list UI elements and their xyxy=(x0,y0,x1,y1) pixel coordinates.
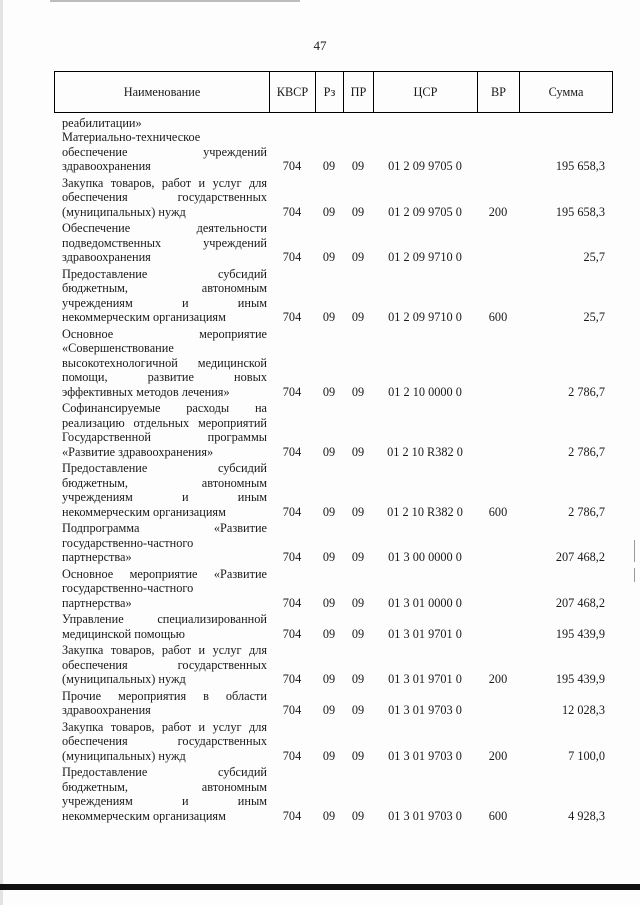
row-csr: 01 3 01 9701 0 xyxy=(388,626,462,641)
row-name xyxy=(54,521,269,565)
carry-over-text: реабилитации» xyxy=(62,116,142,130)
row-name-line: подведомственных учреждений xyxy=(62,235,267,250)
row-name-line: Материально-техническое xyxy=(62,130,201,144)
row-kvsr: 704 xyxy=(282,310,302,324)
row-name-line: учреждениям и иным xyxy=(62,295,267,310)
row-name-line: Закупка товаров, работ и услуг для xyxy=(62,643,267,657)
row-name-line: партнерства» xyxy=(62,595,132,610)
row-csr: 01 3 01 9703 0 xyxy=(388,748,462,763)
row-rz: 09 xyxy=(322,672,336,686)
row-name-line: обеспечения государственных xyxy=(62,734,267,748)
row-name-line: Закупка товаров, работ и услуг для xyxy=(62,719,267,734)
row-csr: 01 2 10 R382 0 xyxy=(387,504,463,519)
row-name-line: учреждениям и иным xyxy=(62,490,267,504)
row-sum: 195 439,9 xyxy=(555,626,605,641)
scan-top-rule xyxy=(50,0,300,2)
row-csr: 01 2 09 9705 0 xyxy=(388,204,462,219)
row-name-line: государственно-частного xyxy=(62,581,194,595)
row-name-line: здравоохранения xyxy=(62,159,151,173)
row-name-line: Прочие мероприятия в области xyxy=(62,688,267,703)
scan-right-mark xyxy=(634,568,635,582)
row-kvsr: 704 xyxy=(282,250,302,264)
page-number: 47 xyxy=(313,38,327,53)
row-rz: 09 xyxy=(322,250,336,264)
row-name-line: Подпрограмма «Развитие xyxy=(62,521,267,535)
row-rz: 09 xyxy=(322,444,336,459)
row-kvsr: 704 xyxy=(282,204,302,219)
row-kvsr: 704 xyxy=(282,384,302,399)
row-name xyxy=(54,765,269,823)
table-row xyxy=(54,689,613,718)
row-pr: 09 xyxy=(351,703,365,717)
header-csr: ЦСР xyxy=(373,71,477,113)
row-name-line: Предоставление субсидий xyxy=(62,765,267,779)
row-name-line: Основное мероприятие xyxy=(62,326,267,341)
row-sum: 195 658,3 xyxy=(555,159,605,173)
row-name xyxy=(54,461,269,519)
row-name-line: «Развитие здравоохранения» xyxy=(62,444,214,459)
row-sum: 25,7 xyxy=(583,250,605,264)
row-kvsr: 704 xyxy=(282,444,302,459)
row-name xyxy=(54,612,269,641)
row-csr: 01 3 01 9701 0 xyxy=(388,672,462,686)
row-vr: 200 xyxy=(488,672,508,686)
row-name-line: некоммерческим организациям xyxy=(62,504,226,519)
table-row xyxy=(54,521,613,565)
row-name-line: бюджетным, автономным xyxy=(62,281,267,295)
row-vr: 600 xyxy=(488,310,508,324)
header-vr: ВР xyxy=(477,71,519,113)
row-sum: 7 100,0 xyxy=(568,748,605,763)
row-name xyxy=(54,327,269,400)
row-name-line: помощи, развитие новых xyxy=(62,370,267,384)
row-pr: 09 xyxy=(351,159,365,173)
row-pr: 09 xyxy=(351,808,365,823)
row-kvsr: 704 xyxy=(282,672,302,686)
row-vr: 200 xyxy=(488,204,508,219)
row-sum: 2 786,7 xyxy=(568,444,605,459)
row-pr: 09 xyxy=(351,504,365,519)
table-row xyxy=(54,612,613,641)
header-pr: ПР xyxy=(343,71,373,113)
row-csr: 01 3 01 9703 0 xyxy=(388,808,462,823)
row-rz: 09 xyxy=(322,550,336,564)
row-name-line: Основное мероприятие «Развитие xyxy=(62,566,267,581)
row-name-line: Предоставление субсидий xyxy=(62,266,267,281)
row-name-line: (муниципальных) нужд xyxy=(62,672,186,686)
row-name-line: Софинансируемые расходы на xyxy=(62,401,267,415)
row-pr: 09 xyxy=(351,204,365,219)
scan-left-edge xyxy=(0,0,3,905)
header-kvsr: КВСР xyxy=(269,71,315,113)
row-csr: 01 2 10 R382 0 xyxy=(387,444,463,459)
row-name-line: обеспечения государственных xyxy=(62,657,267,672)
row-rz: 09 xyxy=(322,595,336,610)
table-row xyxy=(54,176,613,220)
table-row xyxy=(54,720,613,764)
row-sum: 12 028,3 xyxy=(561,703,605,717)
row-sum: 195 658,3 xyxy=(555,204,605,219)
row-name-line: Обеспечение деятельности xyxy=(62,221,267,235)
row-vr: 200 xyxy=(488,748,508,763)
row-pr: 09 xyxy=(351,310,365,324)
row-pr: 09 xyxy=(351,384,365,399)
row-name-line: обеспечения государственных xyxy=(62,190,267,204)
row-name xyxy=(54,401,269,459)
row-name xyxy=(54,720,269,764)
row-rz: 09 xyxy=(322,703,336,717)
row-name-line: Управление специализированной xyxy=(62,612,267,626)
row-pr: 09 xyxy=(351,595,365,610)
row-pr: 09 xyxy=(351,444,365,459)
row-sum: 4 928,3 xyxy=(568,808,605,823)
row-name-line: бюджетным, автономным xyxy=(62,475,267,490)
row-pr: 09 xyxy=(351,550,365,564)
row-name-line: здравоохранения xyxy=(62,250,151,264)
row-pr: 09 xyxy=(351,626,365,641)
row-name xyxy=(54,267,269,325)
row-name-line: реализацию отдельных мероприятий xyxy=(62,415,267,430)
row-csr: 01 2 10 0000 0 xyxy=(388,384,462,399)
row-csr: 01 2 09 9705 0 xyxy=(388,159,462,173)
table-row xyxy=(54,567,613,611)
row-name-line: бюджетным, автономным xyxy=(62,779,267,794)
row-kvsr: 704 xyxy=(282,626,302,641)
row-pr: 09 xyxy=(351,250,365,264)
row-name-line: партнерства» xyxy=(62,550,132,564)
row-sum: 2 786,7 xyxy=(568,384,605,399)
row-name-line: (муниципальных) нужд xyxy=(62,204,186,219)
row-name-line: Государственной программы xyxy=(62,430,267,444)
row-rz: 09 xyxy=(322,808,336,823)
table-row xyxy=(54,327,613,400)
table-row xyxy=(54,401,613,459)
table-header xyxy=(54,71,613,113)
table-row xyxy=(54,267,613,325)
row-sum: 2 786,7 xyxy=(568,504,605,519)
row-name xyxy=(54,130,269,174)
row-name xyxy=(54,221,269,265)
row-rz: 09 xyxy=(322,159,336,173)
row-name xyxy=(54,689,269,718)
scan-bottom-bar xyxy=(0,884,640,890)
row-pr: 09 xyxy=(351,748,365,763)
row-vr: 600 xyxy=(488,808,508,823)
row-kvsr: 704 xyxy=(282,595,302,610)
row-rz: 09 xyxy=(322,310,336,324)
header-rz: Рз xyxy=(315,71,343,113)
row-csr: 01 2 09 9710 0 xyxy=(388,250,462,264)
row-sum: 207 468,2 xyxy=(555,550,605,564)
row-vr: 600 xyxy=(488,504,508,519)
row-name-line: государственно-частного xyxy=(62,535,194,550)
row-csr: 01 3 00 0000 0 xyxy=(388,550,462,564)
row-name-line: учреждениям и иным xyxy=(62,794,267,808)
row-kvsr: 704 xyxy=(282,808,302,823)
row-csr: 01 3 01 0000 0 xyxy=(388,595,462,610)
row-sum: 207 468,2 xyxy=(555,595,605,610)
scan-right-mark xyxy=(634,540,635,562)
row-name-line: Закупка товаров, работ и услуг для xyxy=(62,175,267,190)
table-row xyxy=(54,221,613,265)
row-rz: 09 xyxy=(322,748,336,763)
row-sum: 25,7 xyxy=(583,310,605,324)
row-name-line: некоммерческим организациям xyxy=(62,310,226,324)
row-name-line: эффективных методов лечения» xyxy=(62,384,230,399)
row-name xyxy=(54,643,269,687)
row-name-line: обеспечение учреждений xyxy=(62,144,267,159)
header-name: Наименование xyxy=(54,71,269,113)
row-name-line: (муниципальных) нужд xyxy=(62,748,186,763)
row-rz: 09 xyxy=(322,504,336,519)
row-kvsr: 704 xyxy=(282,748,302,763)
row-name-line: высокотехнологичной медицинской xyxy=(62,355,267,370)
row-kvsr: 704 xyxy=(282,703,302,717)
row-csr: 01 2 09 9710 0 xyxy=(388,310,462,324)
row-name xyxy=(54,567,269,611)
row-rz: 09 xyxy=(322,626,336,641)
table-row xyxy=(54,130,613,174)
table-body xyxy=(54,130,613,825)
row-sum: 195 439,9 xyxy=(555,672,605,686)
row-csr: 01 3 01 9703 0 xyxy=(388,703,462,717)
row-rz: 09 xyxy=(322,384,336,399)
row-rz: 09 xyxy=(322,204,336,219)
row-pr: 09 xyxy=(351,672,365,686)
table-row xyxy=(54,765,613,823)
header-sum: Сумма xyxy=(519,71,613,113)
table-row xyxy=(54,461,613,519)
row-kvsr: 704 xyxy=(282,159,302,173)
row-name-line: «Совершенствование xyxy=(62,341,174,355)
row-name-line: Предоставление субсидий xyxy=(62,461,267,475)
row-name-line: медицинской помощью xyxy=(62,626,185,641)
row-name-line: здравоохранения xyxy=(62,703,151,717)
row-kvsr: 704 xyxy=(282,504,302,519)
row-kvsr: 704 xyxy=(282,550,302,564)
row-name-line: некоммерческим организациям xyxy=(62,808,226,823)
table-row xyxy=(54,643,613,687)
row-name xyxy=(54,176,269,220)
